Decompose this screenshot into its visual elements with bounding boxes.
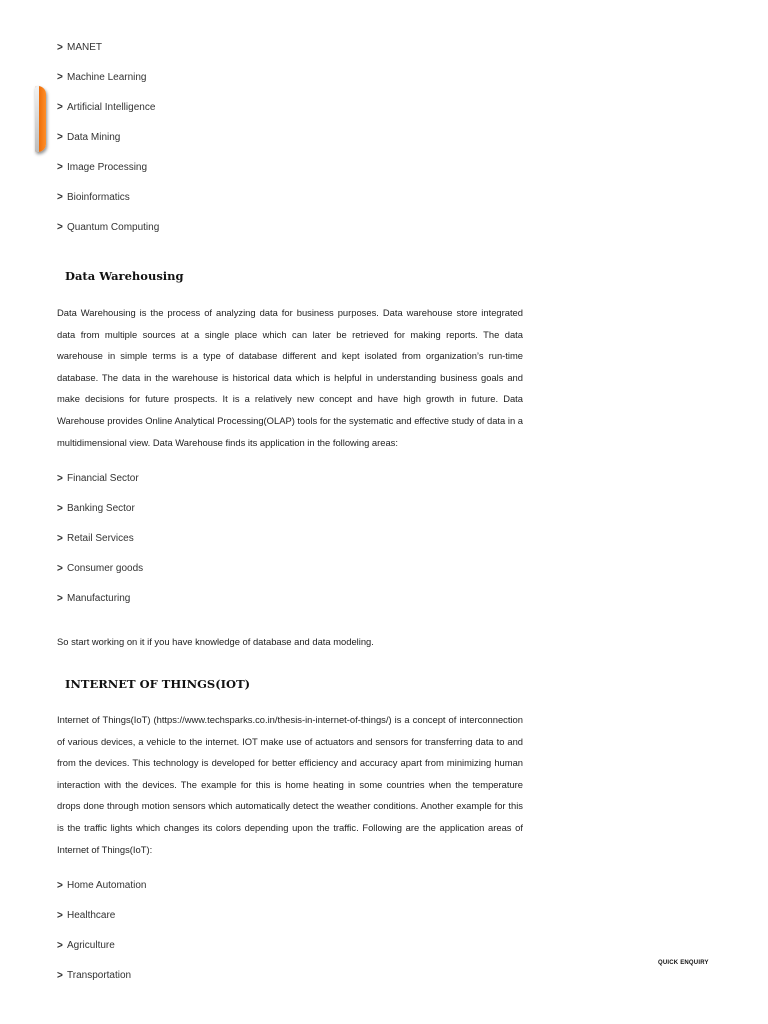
chevron-right-icon: > [57, 561, 63, 575]
chevron-right-icon: > [57, 160, 63, 174]
list-item-label: Financial Sector [67, 472, 139, 484]
chevron-right-icon: > [57, 190, 63, 204]
list-item[interactable] [57, 553, 143, 583]
list-item-label: Machine Learning [67, 71, 147, 83]
data-warehousing-heading: Data Warehousing [65, 269, 184, 283]
list-item-label: Data Mining [67, 131, 121, 143]
list-item[interactable] [57, 960, 147, 990]
side-tab-handle[interactable] [35, 86, 46, 152]
iot-heading: INTERNET OF THINGS(IOT) [65, 677, 251, 691]
data-warehousing-paragraph: Data Warehousing is the process of analyzing data for business purposes. Data warehouse store integrated data from multiple sources at a single place which can later be retrieved for making reports. The data warehouse in simple terms is a type of database different and kept isolated from organization’s run-time database. The data in the warehouse is historical data which is helpful in understanding business goals and make decisions for future prospects. It is a relatively new concept and have high growth in future. Data Warehouse provides Online Analytical Processing(OLAP) tools for the systematic and effective study of data in a multidimensional view. Data Warehouse finds its application in the following areas: [57, 307, 523, 448]
chevron-right-icon: > [57, 220, 63, 234]
list-item-label: Image Processing [67, 161, 148, 173]
list-item[interactable] [57, 152, 159, 182]
chevron-right-icon: > [57, 130, 63, 144]
list-item-label: Artificial Intelligence [67, 101, 156, 113]
list-item-label: Quantum Computing [67, 221, 160, 233]
data-warehousing-list [57, 463, 143, 613]
topics-list [57, 32, 159, 242]
list-item-label: MANET [67, 41, 102, 53]
chevron-right-icon: > [57, 501, 63, 515]
list-item[interactable] [57, 92, 159, 122]
list-item-label: Bioinformatics [67, 191, 130, 203]
list-item[interactable] [57, 182, 159, 212]
list-item[interactable] [57, 32, 159, 62]
chevron-right-icon: > [57, 908, 63, 922]
list-item-label: Manufacturing [67, 592, 131, 604]
quick-enquiry-button[interactable]: QUICK ENQUIRY [658, 960, 709, 966]
data-warehousing-closing: So start working on it if you have knowledge of database and data modeling. [57, 636, 374, 647]
list-item-label: Banking Sector [67, 502, 135, 514]
list-item[interactable] [57, 523, 143, 553]
chevron-right-icon: > [57, 70, 63, 84]
chevron-right-icon: > [57, 471, 63, 485]
chevron-right-icon: > [57, 531, 63, 545]
list-item[interactable] [57, 870, 147, 900]
list-item-label: Consumer goods [67, 562, 144, 574]
list-item[interactable] [57, 900, 147, 930]
list-item-label: Healthcare [67, 909, 116, 921]
list-item-label: Retail Services [67, 532, 134, 544]
chevron-right-icon: > [57, 938, 63, 952]
list-item[interactable] [57, 583, 143, 613]
list-item[interactable] [57, 62, 159, 92]
chevron-right-icon: > [57, 968, 63, 982]
list-item[interactable] [57, 493, 143, 523]
iot-list [57, 870, 147, 990]
list-item-label: Home Automation [67, 879, 147, 891]
list-item-label: Agriculture [67, 939, 115, 951]
list-item[interactable] [57, 930, 147, 960]
chevron-right-icon: > [57, 100, 63, 114]
iot-paragraph: Internet of Things(IoT) (https://www.techsparks.co.in/thesis-in-internet-of-things/) is a concept of interconnection of various devices, a vehicle to the internet. IOT make use of actuators and sensors for transferring data to and from the devices. This technology is developed for better efficiency and accuracy apart from minimizing human interaction with the devices. The example for this is home heating in some countries when the temperature drops done through motion sensors which automatically detect the weather conditions. Another example for this is the traffic lights which changes its colors depending upon the traffic. Following are the application areas of Internet of Things(IoT): [57, 714, 523, 855]
list-item[interactable] [57, 463, 143, 493]
chevron-right-icon: > [57, 591, 63, 605]
list-item[interactable] [57, 212, 159, 242]
chevron-right-icon: > [57, 40, 63, 54]
list-item-label: Transportation [67, 969, 132, 981]
chevron-right-icon: > [57, 878, 63, 892]
list-item[interactable] [57, 122, 159, 152]
